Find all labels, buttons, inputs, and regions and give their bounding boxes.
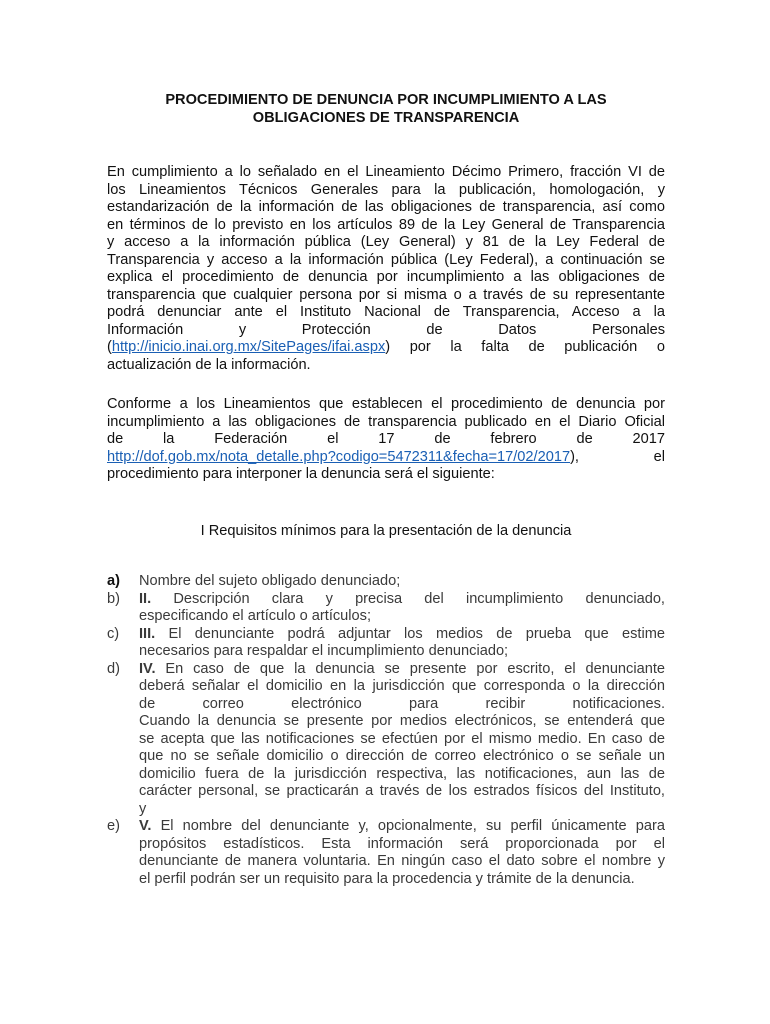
item-roman-numeral: V. — [139, 818, 152, 834]
p1-line: explica el procedimiento de denuncia por incumplimiento a las obligaciones de — [107, 269, 665, 285]
item-roman-numeral: IV. — [139, 660, 156, 677]
p1-line: los Lineamientos Técnicos Generales para la publicación, homologación, y — [107, 181, 665, 198]
item-line: IV. En caso de que la denuncia se presente por escrito, el denunciante — [139, 660, 665, 677]
item-line: necesarios para respaldar el incumplimiento denunciado; — [139, 643, 509, 659]
item-line: domicilio fuera de la jurisdicción respectiva, las notificaciones, aun las de — [139, 765, 665, 782]
p1-link-prefix: ( — [107, 339, 112, 355]
p2-link-suffix: ), el — [570, 448, 665, 465]
item-line: Cuando la denuncia se presente por medios electrónicos, se entenderá que — [139, 713, 665, 729]
requirement-item — [107, 573, 665, 591]
p2-line: Conforme a los Lineamientos que establecen el procedimiento de denuncia por — [107, 396, 665, 412]
p1-line: Información y Protección de Datos Personales — [107, 321, 665, 338]
title-line-2: OBLIGACIONES DE TRANSPARENCIA — [252, 110, 520, 126]
document-page — [107, 91, 665, 887]
item-marker: b) — [107, 590, 120, 607]
p1-line: En cumplimiento a lo señalado en el Lineamiento Décimo Primero, fracción VI de — [107, 164, 665, 180]
item-line: II. Descripción clara y precisa del incumplimiento denunciado, — [139, 590, 665, 607]
requirement-item — [107, 626, 665, 661]
inai-link[interactable]: http://inicio.inai.org.mx/SitePages/ifai.aspx — [111, 339, 386, 355]
p2-last-line: procedimiento para interponer la denuncia será el siguiente: — [107, 466, 495, 482]
p1-line: en términos de lo previsto en los artículos 89 de la Ley General de Transparencia — [107, 216, 665, 233]
item-line: de correo electrónico para recibir notificaciones. — [139, 695, 665, 712]
item-line: el perfil podrán ser un requisito para la procedencia y trámite de la denuncia. — [139, 870, 635, 887]
requirement-item — [107, 818, 665, 888]
p1-link-suffix: ) por la falta de publicación o — [385, 339, 665, 355]
section-title: I Requisitos mínimos para la presentación de la denuncia — [200, 523, 572, 539]
p1-line: y acceso a la información pública (Ley General) y 81 de la Ley Federal de — [107, 234, 665, 250]
requirements-list — [107, 573, 665, 888]
item-marker: d) — [107, 660, 120, 677]
item-marker: c) — [107, 625, 120, 642]
p2-line: incumplimiento a las obligaciones de transparencia publicado en el Diario Oficial — [107, 413, 665, 430]
item-line: V. El nombre del denunciante y, opcionalmente, su perfil únicamente para — [139, 818, 665, 834]
dof-link[interactable]: http://dof.gob.mx/nota_detalle.php?codigo=5472311&fecha=17/02/2017 — [107, 448, 571, 465]
title-line-1: PROCEDIMIENTO DE DENUNCIA POR INCUMPLIMIENTO A LAS — [165, 92, 607, 108]
p1-line: podrá denunciar ante el Instituto Nacional de Transparencia, Acceso a la — [107, 304, 665, 320]
p1-line: estandarización de la información de las obligaciones de transparencia, así como — [107, 199, 665, 215]
p1-link-line — [107, 339, 665, 357]
item-marker: e) — [107, 818, 120, 834]
item-line: denunciante de manera voluntaria. En ningún caso el dato sobre el nombre y — [139, 853, 665, 869]
requirement-item — [107, 591, 665, 626]
item-line: que no se señale domicilio o dirección de correo electrónico o se señale un — [139, 748, 665, 764]
p2-line: de la Federación el 17 de febrero de 2017 — [107, 431, 665, 447]
p1-line: Transparencia y acceso a la información pública (Ley Federal), a continuación se — [107, 251, 665, 268]
item-roman-numeral: II. — [139, 590, 152, 607]
requirement-item — [107, 661, 665, 819]
p1-line: transparencia que cualquier persona por si misma o a través de su representante — [107, 286, 665, 303]
document-title — [107, 91, 665, 127]
item-roman-numeral: III. — [139, 625, 156, 642]
item-line: se acepta que las notificaciones se efectúen por el mismo medio. En caso de — [139, 730, 665, 747]
item-line: deberá señalar el domicilio en la jurisdicción que corresponda o la dirección — [139, 678, 665, 694]
item-marker: a) — [107, 573, 120, 589]
p1-last-line: actualización de la información. — [107, 356, 311, 373]
item-line: carácter personal, se practicarán a través de los estrados físicos del Instituto, — [139, 783, 665, 799]
item-line: Nombre del sujeto obligado denunciado; — [139, 573, 401, 589]
item-line: especificando el artículo o artículos; — [139, 608, 372, 624]
item-line: propósitos estadísticos. Esta información será proporcionada por el — [139, 835, 665, 852]
p2-link-line — [107, 449, 665, 467]
item-line: III. El denunciante podrá adjuntar los medios de prueba que estime — [139, 625, 665, 642]
intro-paragraph — [107, 164, 665, 374]
item-line: y — [139, 800, 147, 817]
second-paragraph — [107, 396, 665, 484]
